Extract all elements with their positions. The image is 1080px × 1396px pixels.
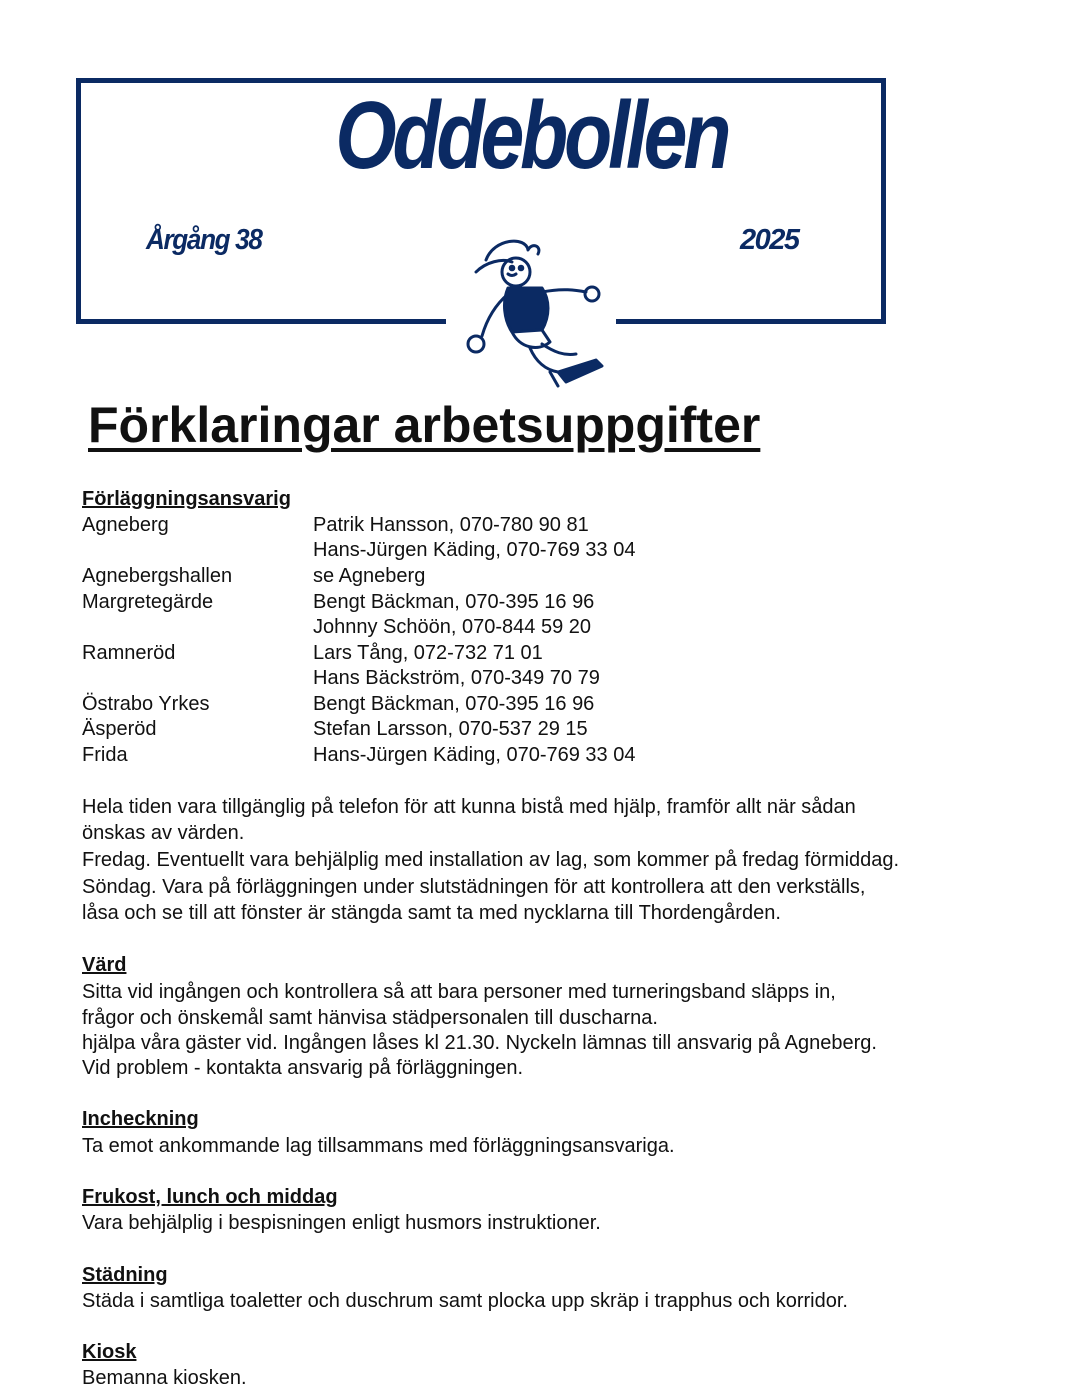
paragraph-line: Fredag. Eventuellt vara behjälplig med installation av lag, som kommer på fredag förmiddag. [82, 849, 900, 871]
contact-location: Agnebergshallen [82, 565, 233, 587]
section-title-forlaggningsansvarig: Förläggningsansvarig [82, 488, 291, 510]
paragraph-line: frågor och önskemål samt hänvisa städpersonalen till duscharna. [82, 1007, 658, 1029]
section-title-incheckning: Incheckning [82, 1108, 199, 1130]
paragraph-line: Städa i samtliga toaletter och duschrum samt plocka upp skräp i trapphus och korridor. [82, 1290, 848, 1312]
contact-person: Lars Tång, 072-732 71 01 [313, 642, 543, 664]
section-title-maltider: Frukost, lunch och middag [82, 1186, 338, 1208]
contact-person: Johnny Schöön, 070-844 59 20 [313, 616, 591, 638]
contact-location: Frida [82, 744, 128, 766]
paragraph-line: låsa och se till att fönster är stängda samt ta med nycklarna till Thordengården. [82, 902, 781, 924]
section-title-kiosk: Kiosk [82, 1341, 137, 1363]
volume-label: Årgång 38 [146, 224, 262, 256]
year-label: 2025 [740, 224, 799, 256]
contact-location: Margretegärde [82, 591, 214, 613]
paragraph-line: Vara behjälplig i bespisningen enligt husmors instruktioner. [82, 1212, 601, 1234]
contact-person: se Agneberg [313, 565, 426, 587]
paragraph-line: Hela tiden vara tillgänglig på telefon för att kunna bistå med hjälp, framför allt när sådan [82, 796, 856, 818]
contact-person: Hans Bäckström, 070-349 70 79 [313, 667, 600, 689]
contact-location: Äsperöd [82, 718, 157, 740]
paragraph-line: Ta emot ankommande lag tillsammans med förläggningsansvariga. [82, 1135, 675, 1157]
contact-person: Bengt Bäckman, 070-395 16 96 [313, 591, 595, 613]
newsletter-title: Oddebollen [335, 82, 728, 189]
mascot-player-icon [446, 232, 616, 392]
contact-person: Hans-Jürgen Käding, 070-769 33 04 [313, 744, 636, 766]
contact-location: Östrabo Yrkes [82, 693, 210, 715]
contact-person: Patrik Hansson, 070-780 90 81 [313, 514, 589, 536]
paragraph-line: önskas av värden. [82, 822, 245, 844]
contact-person: Hans-Jürgen Käding, 070-769 33 04 [313, 539, 636, 561]
page-title: Förklaringar arbetsuppgifter [88, 397, 761, 453]
contact-person: Bengt Bäckman, 070-395 16 96 [313, 693, 595, 715]
contact-location: Agneberg [82, 514, 169, 536]
paragraph-line: Söndag. Vara på förläggningen under slutstädningen för att kontrollera att den verkställs, [82, 876, 866, 898]
contact-location: Ramneröd [82, 642, 176, 664]
section-title-vard: Värd [82, 954, 127, 976]
paragraph-line: Vid problem - kontakta ansvarig på förläggningen. [82, 1057, 524, 1079]
paragraph-line: Sitta vid ingången och kontrollera så att bara personer med turneringsband släpps in, [82, 981, 836, 1003]
section-title-stadning: Städning [82, 1264, 168, 1286]
paragraph-line: hjälpa våra gäster vid. Ingången låses kl 21.30. Nyckeln lämnas till ansvarig på Agneberg. [82, 1032, 877, 1054]
paragraph-line: Bemanna kiosken. [82, 1367, 247, 1389]
contact-person: Stefan Larsson, 070-537 29 15 [313, 718, 588, 740]
